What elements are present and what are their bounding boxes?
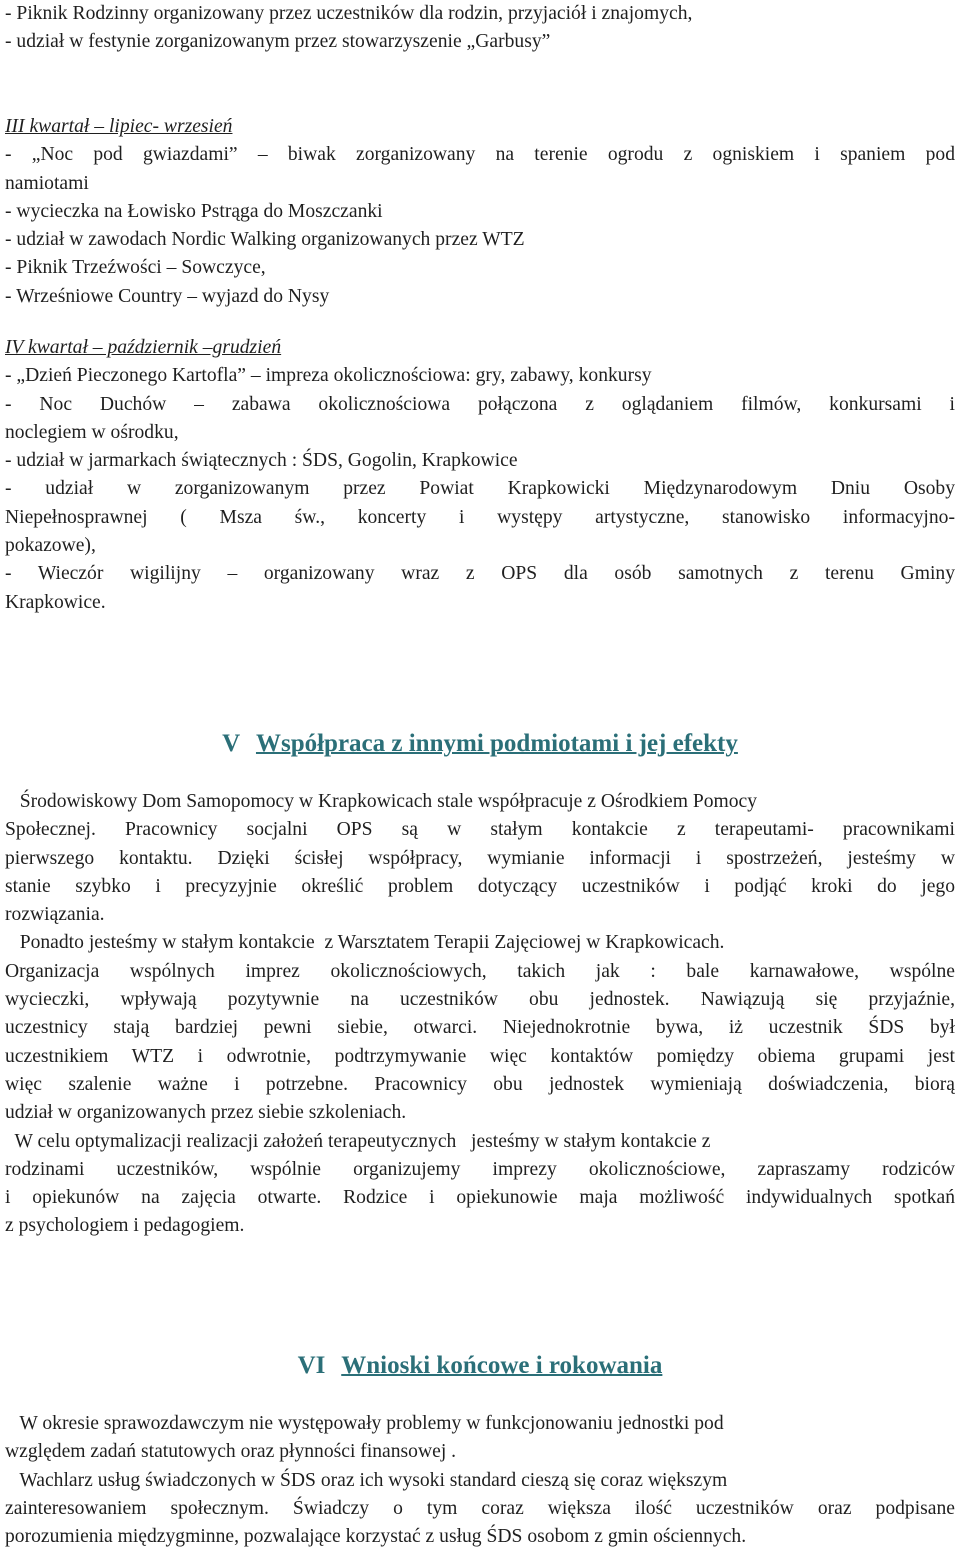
section-5-title: Współpraca z innymi podmiotami i jej efekty: [255, 730, 738, 757]
paragraph-line: zainteresowaniem społecznym. Świadczy o tym coraz większa ilość uczestników oraz podpisane: [5, 1497, 955, 1519]
paragraph-line: z psychologiem i pedagogiem.: [5, 1215, 245, 1237]
top-list: [5, 0, 955, 57]
list-item: - Noc Duchów – zabawa okolicznościowa połączona z oglądaniem filmów, konkursami i: [5, 393, 955, 415]
paragraph-line: rodzinami uczestników, wspólnie organizujemy imprezy okolicznościowe, zapraszamy rodziców: [5, 1158, 955, 1180]
list-item: Krapkowice.: [5, 591, 106, 613]
paragraph-line: wycieczki, wpływają pozytywnie na uczestników obu jednostek. Nawiązują się przyjaźnie,: [5, 989, 955, 1011]
paragraph-line: Organizacja wspólnych imprez okolicznościowych, takich jak : bale karnawałowe, wspólne: [5, 960, 955, 982]
paragraph-line: porozumienia międzygminne, pozwalające korzystać z usług ŚDS osobom z gmin ościennych.: [5, 1526, 747, 1548]
paragraph-line: Środowiskowy Dom Samopomocy w Krapkowicach stale współpracuje z Ośrodkiem Pomocy: [5, 791, 758, 812]
list-item: pokazowe),: [5, 535, 96, 557]
list-item: Niepełnosprawnej ( Msza św., koncerty i występy artystyczne, stanowisko informacyjno-: [5, 506, 955, 528]
list-item: - Wrześniowe Country – wyjazd do Nysy: [5, 285, 330, 307]
paragraph-line: W celu optymalizacji realizacji założeń terapeutycznych jesteśmy w stałym kontakcie z: [5, 1130, 711, 1152]
list-item: - Piknik Rodzinny organizowany przez uczestników dla rodzin, przyjaciół i znajomych,: [5, 3, 693, 24]
section-6-heading: [0, 1350, 960, 1382]
list-item: - „Dzień Pieczonego Kartofla” – impreza okolicznościowa: gry, zabawy, konkursy: [5, 365, 652, 387]
section-5-body: [5, 788, 955, 1241]
list-item: - udział w zorganizowanym przez Powiat Krapkowicki Międzynarodowym Dniu Osoby: [5, 478, 955, 500]
quarter-3-block: [5, 113, 955, 311]
paragraph-line: Ponadto jesteśmy w stałym kontakcie z Warsztatem Terapii Zajęciowej w Krapkowicach.: [5, 932, 725, 954]
paragraph-line: pierwszego kontaktu. Dzięki ścisłej współpracy, wymianie informacji i spostrzeżeń, jesteśmy w: [5, 847, 955, 869]
paragraph-line: Wachlarz usług świadczonych w ŚDS oraz ich wysoki standard cieszą się coraz większym: [5, 1469, 728, 1491]
paragraph-line: względem zadań statutowych oraz płynności finansowej .: [5, 1441, 457, 1463]
list-item: - „Noc pod gwiazdami” – biwak zorganizowany na terenie ogrodu z ogniskiem i spaniem pod: [5, 144, 955, 166]
paragraph-line: udział w organizowanych przez siebie szkoleniach.: [5, 1102, 407, 1124]
paragraph-line: stanie szybko i precyzyjnie określić problem dotyczący uczestników i podjąć kroki do jego: [5, 875, 955, 897]
list-item: noclegiem w ośrodku,: [5, 421, 179, 443]
paragraph-line: rozwiązania.: [5, 904, 105, 926]
paragraph-line: i opiekunów na zajęcia otwarte. Rodzice i opiekunowie maja możliwość indywidualnych spotkań: [5, 1187, 955, 1209]
list-item: - Piknik Trzeźwości – Sowczyce,: [5, 257, 266, 279]
paragraph-line: uczestnikiem WTZ i odwrotnie, podtrzymywanie więc kontaktów pomiędzy obiema grupami jest: [5, 1045, 955, 1067]
section-5-heading: [0, 728, 960, 760]
quarter-3-heading: III kwartał – lipiec- wrzesień: [5, 116, 233, 137]
list-item: - udział w jarmarkach świątecznych : ŚDS, Gogolin, Krapkowice: [5, 450, 518, 472]
list-item: - udział w zawodach Nordic Walking organizowanych przez WTZ: [5, 229, 525, 251]
paragraph-line: W okresie sprawozdawczym nie występowały problemy w funkcjonowaniu jednostki pod: [5, 1413, 724, 1434]
paragraph-line: uczestnicy stają bardziej pewni siebie, otwarci. Niejednokrotnie bywa, iż uczestnik ŚDS był: [5, 1017, 955, 1039]
quarter-4-block: [5, 334, 955, 617]
list-item: namiotami: [5, 172, 89, 194]
paragraph-line: więc szalenie ważne i potrzebne. Pracownicy obu jednostek wymieniają doświadczenia, biorą: [5, 1073, 955, 1095]
section-6-title: Wnioski końcowe i rokowania: [341, 1352, 663, 1379]
list-item: - wycieczka na Łowisko Pstrąga do Moszczanki: [5, 200, 383, 222]
paragraph-line: Społecznej. Pracownicy socjalni OPS są w stałym kontakcie z terapeutami- pracownikami: [5, 819, 955, 841]
list-item: - Wieczór wigilijny – organizowany wraz z OPS dla osób samotnych z terenu Gminy: [5, 563, 955, 585]
list-item: - udział w festynie zorganizowanym przez stowarzyszenie „Garbusy”: [5, 31, 551, 53]
section-5-number: V: [222, 730, 241, 757]
section-6-number: VI: [297, 1352, 326, 1379]
quarter-4-heading: IV kwartał – październik –grudzień: [5, 337, 282, 358]
section-6-body: [5, 1410, 955, 1551]
